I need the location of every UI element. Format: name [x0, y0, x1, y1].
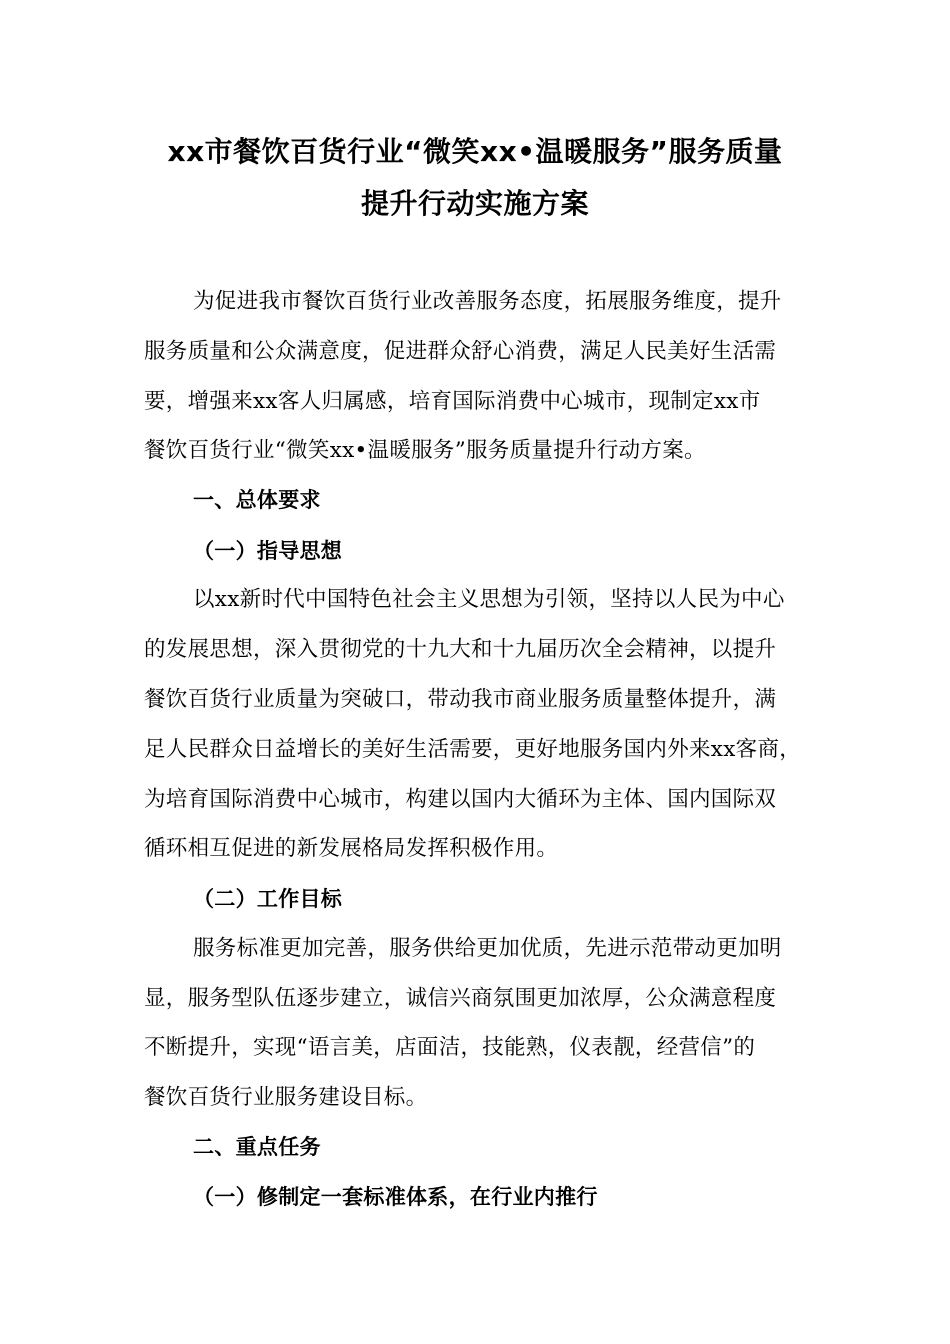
guiding-line-3: 餐饮百货行业质量为突破口，带动我市商业服务质量整体提升，满 [144, 687, 777, 712]
goal-line-2: 显，服务型队伍逐步建立，诚信兴商氛围更加浓厚，公众满意程度 [144, 986, 777, 1011]
goal-line-1: 服务标准更加完善，服务供给更加优质，先进示范带动更加明 [193, 936, 782, 961]
document-title-line-2: 提升行动实施方案 [360, 187, 589, 220]
intro-line-3: 要，增强来xx客人归属感，培育国际消费中心城市，现制定xx市 [144, 389, 761, 414]
guiding-line-1: 以xx新时代中国特色社会主义思想为引领，坚持以人民为中心 [193, 587, 785, 612]
guiding-line-5: 为培育国际消费中心城市，构建以国内大循环为主体、国内国际双 [144, 787, 777, 812]
intro-line-1: 为促进我市餐饮百货行业改善服务态度，拓展服务维度，提升 [193, 289, 782, 314]
document-title-line-1: xx市餐饮百货行业“微笑xx•温暖服务”服务质量 [167, 135, 783, 168]
section-1-sub-2-heading: （二）工作目标 [193, 887, 343, 911]
guiding-line-6: 循环相互促进的新发展格局发挥积极作用。 [144, 836, 559, 861]
goal-line-4: 餐饮百货行业服务建设目标。 [144, 1085, 428, 1110]
guiding-line-2: 的发展思想，深入贯彻党的十九大和十九届历次全会精神，以提升 [144, 637, 777, 662]
goal-line-3: 不断提升，实现“语言美，店面洁，技能熟，仪表靓，经营信”的 [144, 1035, 756, 1060]
section-2-heading: 二、重点任务 [193, 1135, 321, 1159]
section-2-sub-1-heading: （一）修制定一套标准体系，在行业内推行 [193, 1185, 598, 1209]
section-1-heading: 一、总体要求 [193, 488, 321, 512]
section-1-sub-1-heading: （一）指导思想 [193, 539, 343, 563]
guiding-line-4: 足人民群众日益增长的美好生活需要，更好地服务国内外来xx客商， [144, 737, 802, 762]
intro-line-2: 服务质量和公众满意度，促进群众舒心消费，满足人民美好生活需 [144, 339, 777, 364]
intro-line-4: 餐饮百货行业“微笑xx•温暖服务”服务质量提升行动方案。 [144, 438, 706, 463]
